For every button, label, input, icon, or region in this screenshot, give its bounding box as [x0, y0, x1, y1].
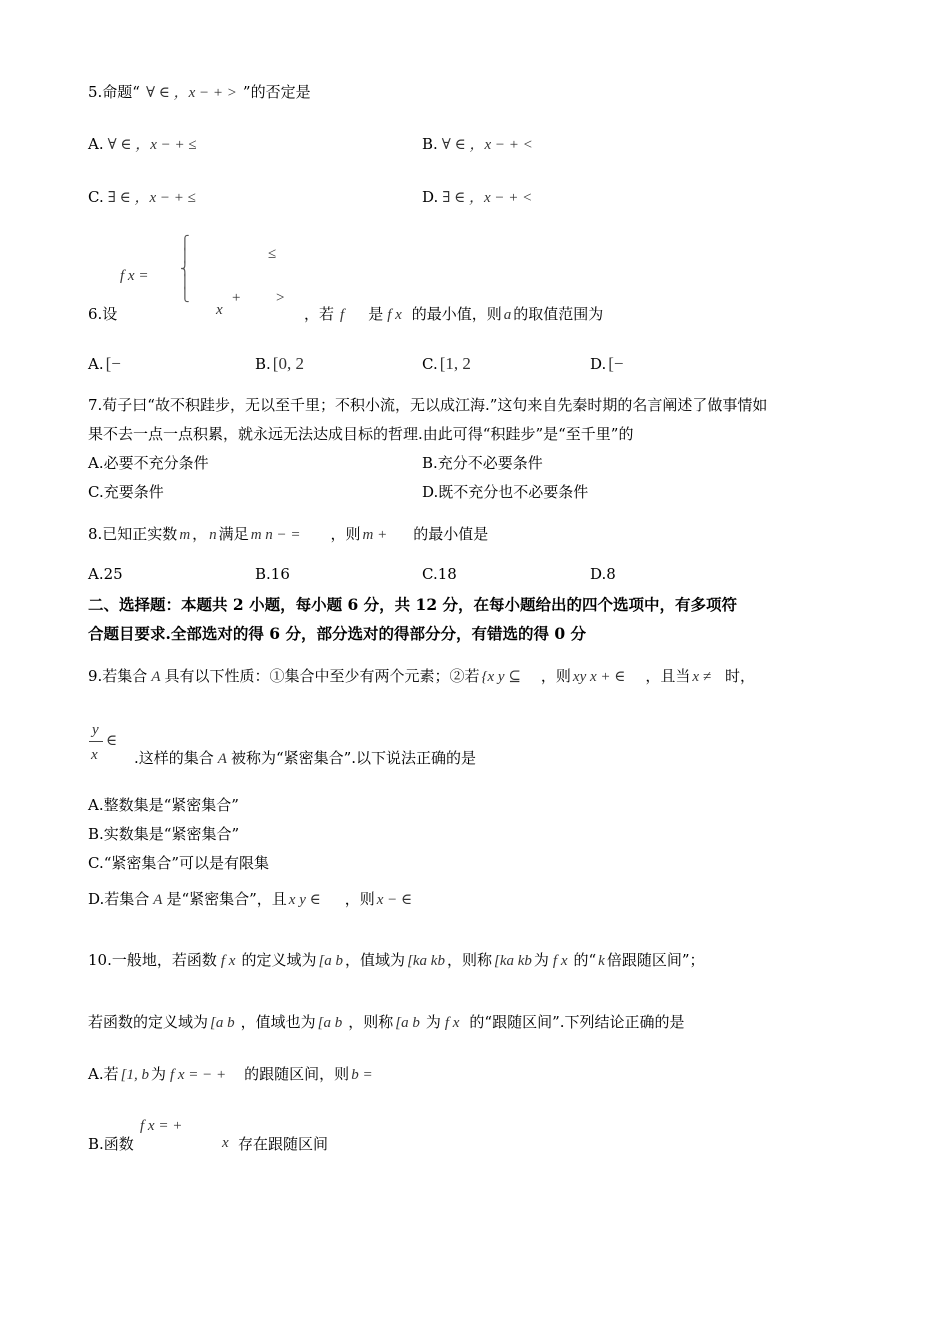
q9-option-a: A.整数集是“紧密集合” — [88, 796, 239, 814]
q6-case2-plus: + — [232, 290, 241, 306]
q10-stem-line1: 10.一般地，若函数 f x 的定义域为 [a b ，值域为 [ka kb ，则称 [ka kb 为 f x 的“ k 倍跟随区间”； — [88, 951, 705, 969]
q8-option-b: B.16 — [255, 565, 290, 583]
q9-option-b: B.实数集是“紧密集合” — [88, 825, 240, 843]
q6-case2-x: x — [216, 302, 223, 318]
q6-option-a: A. [− — [88, 354, 121, 373]
q7-stem-line1: 7.荀子曰“故不积跬步，无以至千里；不积小流，无以成江海.”这句来自先秦时期的名言阐述了做事情如 — [88, 396, 768, 414]
q9-fraction-denominator: x — [91, 747, 98, 763]
q5-stem-math: ∀ ∈ ，x − + > — [145, 85, 237, 101]
q5-option-c: C. ∃ ∈ ，x − + ≤ — [88, 188, 196, 206]
q7-option-a: A.必要不充分条件 — [88, 454, 209, 472]
q5-stem: 5.命题“ ∀ ∈ ，x − + > ”的否定是 — [88, 83, 311, 101]
q7-option-d: D.既不充分也不必要条件 — [422, 483, 589, 501]
q10-option-b-func: f x = + — [140, 1118, 183, 1134]
q9-fraction-bar — [89, 741, 103, 742]
q7-stem-line2: 果不去一点一点积累，就永远无法达成目标的哲理.由此可得“积跬步”是“至千里”的 — [88, 425, 634, 443]
q6-piecewise-brace: ⎧ ⎪ ⎨ ⎪ ⎩ — [180, 235, 190, 302]
q10-option-b-x: x — [222, 1135, 229, 1151]
q7-option-b: B.充分不必要条件 — [422, 454, 543, 472]
q5-option-a: A. ∀ ∈ ，x − + ≤ — [88, 135, 197, 153]
q9-fraction-numerator: y — [92, 722, 99, 738]
q9-fraction-in: ∈ — [106, 733, 118, 749]
q8-option-a: A.25 — [88, 565, 123, 583]
q9-stem-line2: .这样的集合 A 被称为“紧密集合”.以下说法正确的是 — [134, 749, 477, 767]
q6-option-d: D. [− — [590, 354, 624, 373]
q6-condition: ，若 f 是 f x 的最小值，则 a 的取值范围为 — [304, 305, 604, 323]
q5-option-d: D. ∃ ∈ ，x − + < — [422, 188, 533, 206]
q8-stem: 8.已知正实数 m ， n 满足 m n − = ，则 m + 的最小值是 — [88, 525, 489, 543]
q10-option-a: A.若 [1, b 为 f x = − + 的跟随区间，则 b = — [88, 1065, 373, 1083]
q10-stem-line2: 若函数的定义域为 [a b ，值域也为 [a b ，则称 [a b 为 f x 的“跟随区间”.下列结论正确的是 — [88, 1013, 685, 1031]
q6-option-b: B. [0, 2 — [255, 354, 304, 373]
q6-stem-label: 6.设 — [88, 305, 118, 323]
q6-option-c: C. [1, 2 — [422, 354, 471, 373]
q10-option-b-label: B.函数 — [88, 1135, 134, 1153]
q5-option-b: B. ∀ ∈ ，x − + < — [422, 135, 533, 153]
q6-case1: ≤ — [268, 246, 277, 262]
q7-option-c: C.充要条件 — [88, 483, 164, 501]
section2-heading-line2: 合题目要求.全部选对的得 6 分，部分选对的得部分分，有错选的得 0 分 — [88, 624, 587, 643]
q10-option-b-post: 存在跟随区间 — [238, 1135, 329, 1153]
section2-heading-line1: 二、选择题：本题共 2 小题，每小题 6 分，共 12 分，在每小题给出的四个选项中，有多项符 — [88, 595, 738, 614]
q9-stem-line1: 9.若集合 A 具有以下性质：①集合中至少有两个元素；②若 {x y ⊆ ，则 xy x + ∈ ，且当 x ≠ 时， — [88, 667, 756, 685]
q8-option-d: D.8 — [590, 565, 616, 583]
q6-case2-gt: > — [276, 290, 285, 306]
q6-fx: f x = — [120, 268, 149, 284]
q8-option-c: C.18 — [422, 565, 457, 583]
q9-option-d: D.若集合 A 是“紧密集合”，且 x y ∈ ，则 x − ∈ — [88, 890, 413, 908]
q9-option-c: C.“紧密集合”可以是有限集 — [88, 854, 270, 872]
